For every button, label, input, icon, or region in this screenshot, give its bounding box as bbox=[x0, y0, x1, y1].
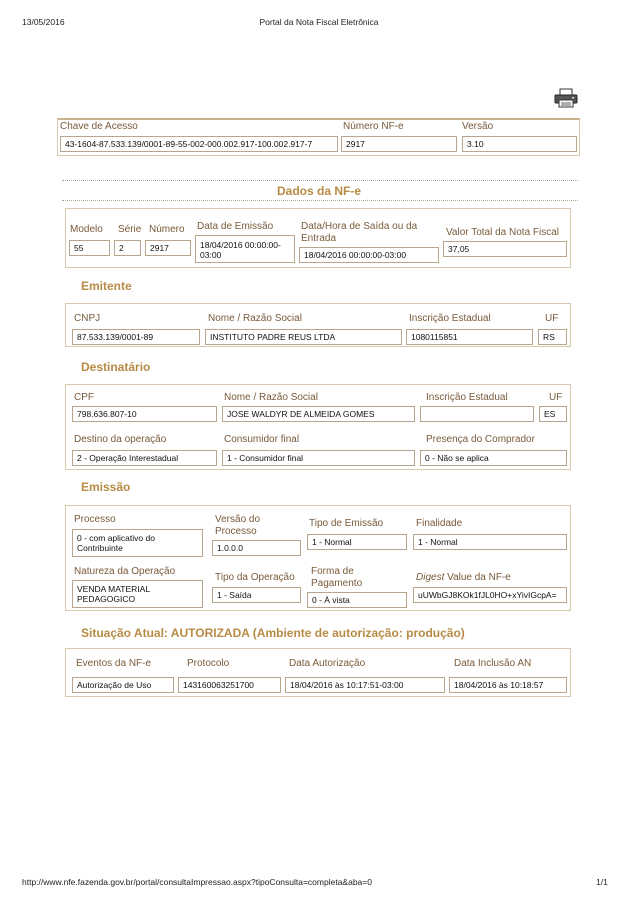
emitente-nome-label: Nome / Razão Social bbox=[208, 313, 302, 324]
finalidade-label: Finalidade bbox=[416, 518, 463, 529]
page-number: 1/1 bbox=[596, 877, 608, 887]
processo-label: Processo bbox=[74, 514, 116, 525]
cpf-label: CPF bbox=[74, 392, 94, 403]
tipo-emissao-value: 1 - Normal bbox=[307, 534, 407, 550]
natureza-value: VENDA MATERIAL PEDAGOGICO bbox=[72, 580, 203, 608]
protocolo-label: Protocolo bbox=[187, 658, 230, 669]
saida-value: 18/04/2016 00:00:00-03:00 bbox=[299, 247, 439, 263]
saida-label: Data/Hora de Saída ou da Entrada bbox=[301, 221, 418, 244]
tipo-operacao-label: Tipo da Operação bbox=[215, 572, 295, 583]
section-emitente-title: Emitente bbox=[81, 279, 132, 293]
consumidor-label: Consumidor final bbox=[224, 434, 300, 445]
numero-nf-label: Número bbox=[149, 224, 185, 235]
emitente-nome-value: INSTITUTO PADRE REUS LTDA bbox=[205, 329, 402, 345]
numero-label: Número NF-e bbox=[343, 121, 404, 132]
dest-nome-value: JOSE WALDYR DE ALMEIDA GOMES bbox=[222, 406, 415, 422]
data-inclusao-label: Data Inclusão AN bbox=[454, 658, 532, 669]
cpf-value: 798.636.807-10 bbox=[72, 406, 217, 422]
versao-processo-label: Versão do Processo bbox=[215, 514, 261, 537]
eventos-label: Eventos da NF-e bbox=[76, 658, 152, 669]
section-dados-title: Dados da NF-e bbox=[276, 184, 361, 198]
data-autorizacao-value: 18/04/2016 às 10:17:51-03:00 bbox=[285, 677, 445, 693]
section-situacao-title: Situação Atual: AUTORIZADA (Ambiente de autorização: produção) bbox=[81, 626, 465, 640]
emitente-uf-label: UF bbox=[545, 313, 559, 324]
digest-label: Digest Value da NF-e bbox=[416, 572, 511, 583]
dest-ie-value bbox=[420, 406, 534, 422]
dest-ie-label: Inscrição Estadual bbox=[426, 392, 508, 403]
data-autorizacao-label: Data Autorização bbox=[289, 658, 366, 669]
natureza-label: Natureza da Operação bbox=[74, 566, 176, 577]
versao-processo-value: 1.0.0.0 bbox=[212, 540, 301, 556]
valor-label: Valor Total da Nota Fiscal bbox=[446, 227, 560, 238]
consumidor-value: 1 - Consumidor final bbox=[222, 450, 415, 466]
eventos-value: Autorização de Uso bbox=[72, 677, 174, 693]
section-emissao-title: Emissão bbox=[81, 480, 131, 494]
numero-value: 2917 bbox=[341, 136, 457, 152]
data-inclusao-value: 18/04/2016 às 10:18:57 bbox=[449, 677, 567, 693]
dest-nome-label: Nome / Razão Social bbox=[224, 392, 318, 403]
cnpj-label: CNPJ bbox=[74, 313, 101, 324]
protocolo-value: 143160063251700 bbox=[178, 677, 281, 693]
printer-icon[interactable] bbox=[554, 88, 578, 108]
modelo-label: Modelo bbox=[70, 224, 103, 235]
dest-uf-value: ES bbox=[539, 406, 567, 422]
emitente-uf-value: RS bbox=[538, 329, 567, 345]
presenca-label: Presença do Comprador bbox=[426, 434, 535, 445]
valor-value: 37,05 bbox=[443, 241, 567, 257]
cnpj-value: 87.533.139/0001-89 bbox=[72, 329, 200, 345]
page-title: Portal da Nota Fiscal Eletrônica bbox=[259, 17, 379, 27]
divider bbox=[62, 180, 578, 181]
emitente-ie-value: 1080115851 bbox=[406, 329, 533, 345]
tipo-operacao-value: 1 - Saída bbox=[212, 587, 301, 603]
modelo-value: 55 bbox=[69, 240, 110, 256]
divider bbox=[62, 200, 578, 201]
forma-pagamento-value: 0 - À vista bbox=[307, 592, 407, 608]
chave-label: Chave de Acesso bbox=[60, 121, 138, 132]
chave-value: 43-1604-87.533.139/0001-89-55-002-000.002.917-100.002.917-7 bbox=[60, 136, 338, 152]
processo-value: 0 - com aplicativo do Contribuinte bbox=[72, 529, 203, 557]
page-url: http://www.nfe.fazenda.gov.br/portal/consultaImpressao.aspx?tipoConsulta=completa&aba=0 bbox=[22, 877, 372, 887]
destino-value: 2 - Operação Interestadual bbox=[72, 450, 217, 466]
presenca-value: 0 - Não se aplica bbox=[420, 450, 567, 466]
destino-label: Destino da operação bbox=[74, 434, 167, 445]
print-date: 13/05/2016 bbox=[22, 17, 65, 27]
numero-nf-value: 2917 bbox=[145, 240, 191, 256]
tipo-emissao-label: Tipo de Emissão bbox=[309, 518, 384, 529]
dest-uf-label: UF bbox=[549, 392, 563, 403]
section-destinatario-title: Destinatário bbox=[81, 360, 151, 374]
versao-value: 3.10 bbox=[462, 136, 577, 152]
emitente-ie-label: Inscrição Estadual bbox=[409, 313, 491, 324]
digest-value: uUWbGJ8KOk1fJL0HO+xYivIGcpA= bbox=[413, 587, 567, 603]
emissao-label: Data de Emissão bbox=[197, 221, 274, 232]
forma-pagamento-label: Forma de Pagamento bbox=[311, 566, 363, 589]
serie-label: Série bbox=[118, 224, 142, 235]
finalidade-value: 1 - Normal bbox=[413, 534, 567, 550]
emissao-value: 18/04/2016 00:00:00-03:00 bbox=[195, 235, 295, 263]
serie-value: 2 bbox=[114, 240, 141, 256]
versao-label: Versão bbox=[462, 121, 494, 132]
